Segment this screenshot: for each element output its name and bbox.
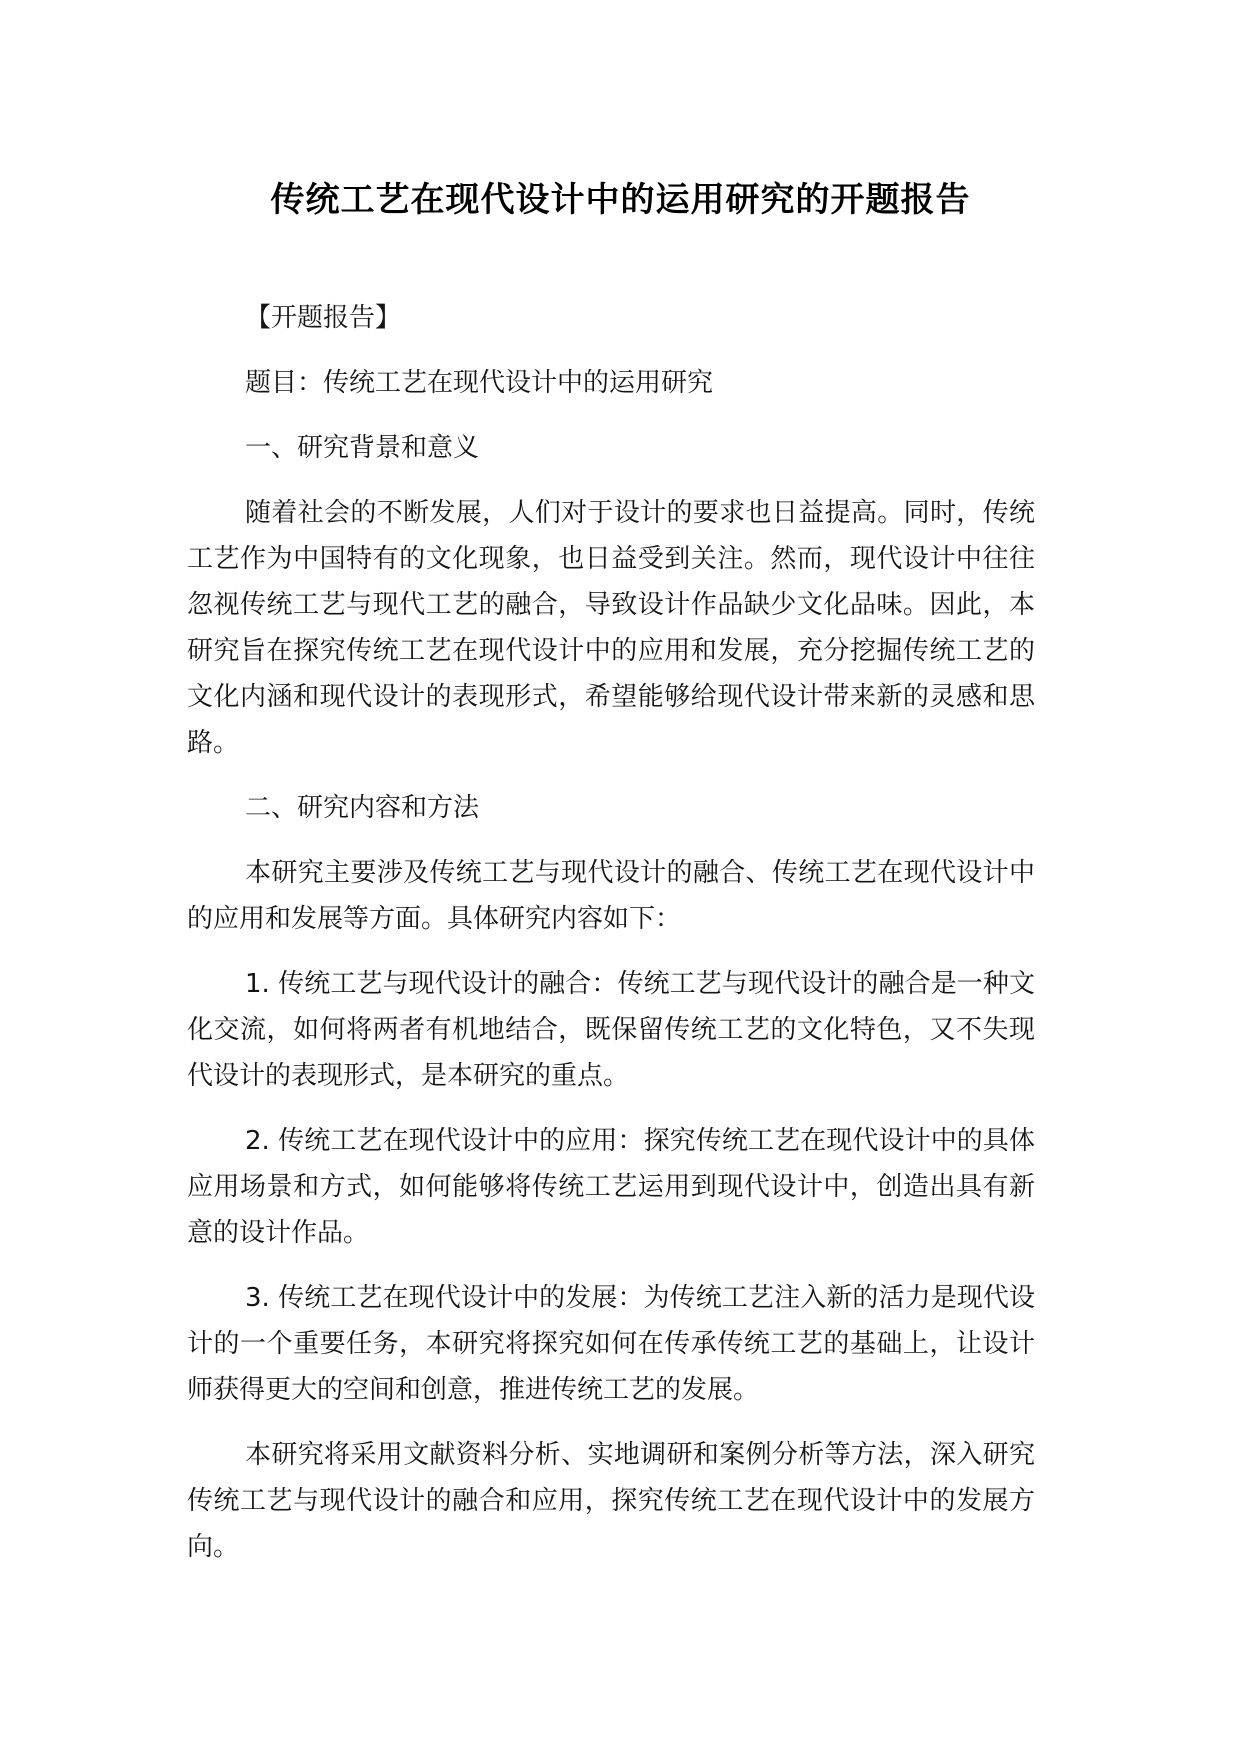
- list-item-development: 3. 传统工艺在现代设计中的发展：为传统工艺注入新的活力是现代设计的一个重要任务，本研究将探究如何在传承传统工艺的基础上，让设计师获得更大的空间和创意，推进传统工艺的发展。: [187, 1283, 1035, 1405]
- section-heading-content-methods: 二、研究内容和方法: [245, 793, 480, 823]
- list-item-fusion: 1. 传统工艺与现代设计的融合：传统工艺与现代设计的融合是一种文化交流，如何将两者有机地结合，既保留传统工艺的文化特色，又不失现代设计的表现形式，是本研究的重点。: [187, 969, 1035, 1091]
- topic-line: 题目：传统工艺在现代设计中的运用研究: [245, 368, 714, 398]
- paragraph-content-intro: 本研究主要涉及传统工艺与现代设计的融合、传统工艺在现代设计中的应用和发展等方面。具体研究内容如下：: [187, 858, 1035, 934]
- list-item-application: 2. 传统工艺在现代设计中的应用：探究传统工艺在现代设计中的具体应用场景和方式，如何能够将传统工艺运用到现代设计中，创造出具有新意的设计作品。: [187, 1126, 1035, 1248]
- report-label: 【开题报告】: [245, 303, 402, 333]
- paragraph-methods: 本研究将采用文献资料分析、实地调研和案例分析等方法，深入研究传统工艺与现代设计的融合和应用，探究传统工艺在现代设计中的发展方向。: [187, 1440, 1035, 1562]
- paragraph-background: 随着社会的不断发展，人们对于设计的要求也日益提高。同时，传统工艺作为中国特有的文化现象，也日益受到关注。然而，现代设计中往往忽视传统工艺与现代工艺的融合，导致设计作品缺少文化品味。因此，本研究旨在探究传统工艺在现代设计中的应用和发展，充分挖掘传统工艺的文化内涵和现代设计的表现形式，希望能够给现代设计带来新的灵感和思路。: [187, 498, 1035, 758]
- section-heading-background: 一、研究背景和意义: [245, 433, 480, 463]
- document-title: 传统工艺在现代设计中的运用研究的开题报告: [270, 180, 971, 220]
- document-body: [187, 295, 1035, 1589]
